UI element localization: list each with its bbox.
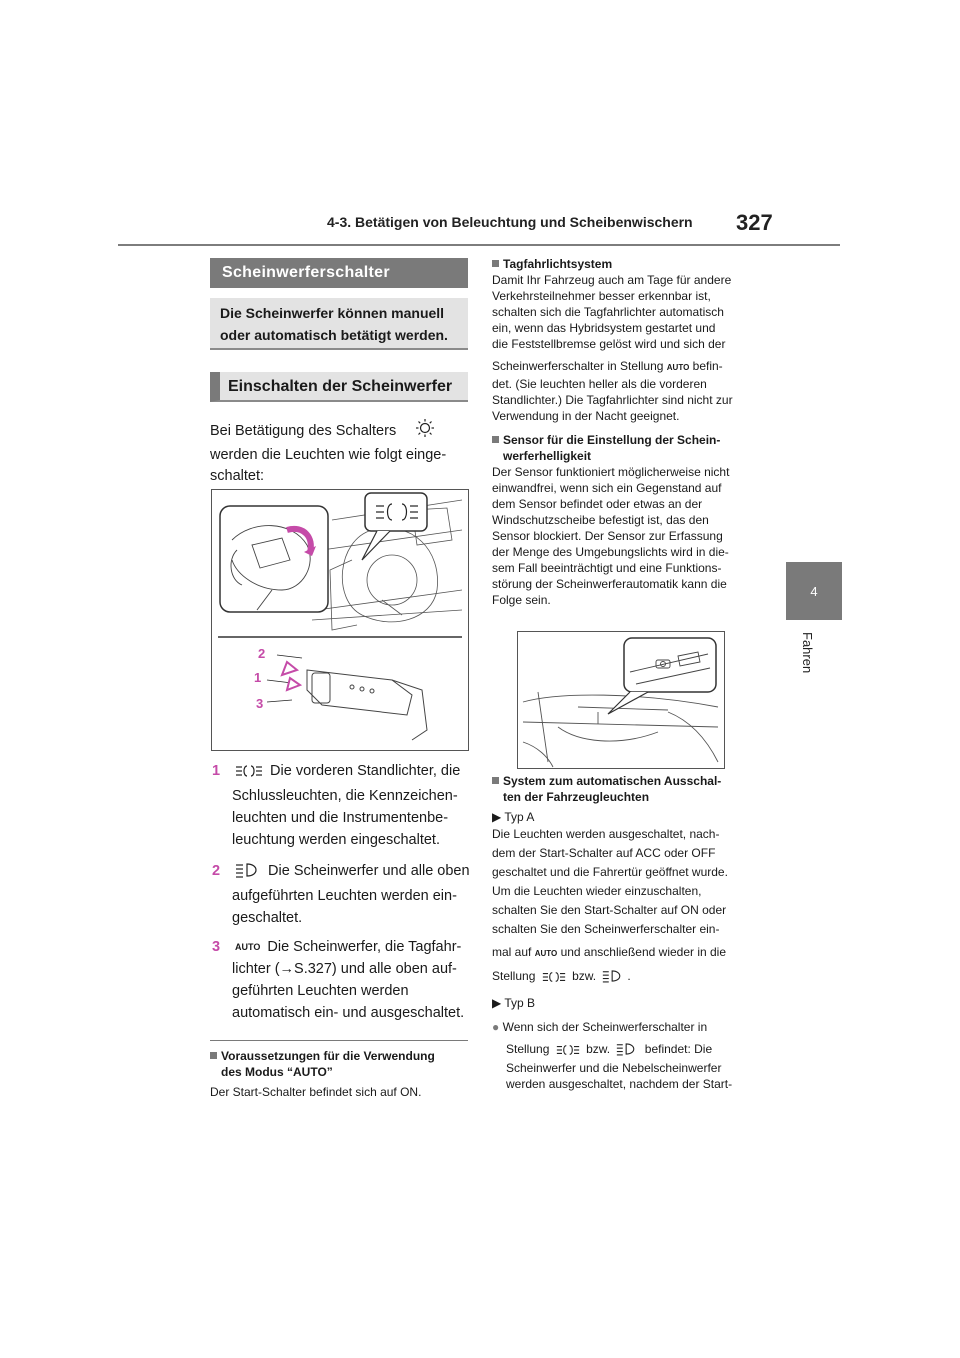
p1-line2: det. (Sie leuchten heller als die vorderen: [492, 377, 707, 391]
p1-line: ein, wenn das Hybridsystem gestartet und: [492, 321, 716, 335]
item-number: 2: [212, 863, 221, 879]
type-b-label: Typ B: [504, 996, 536, 1010]
a-line: schalten Sie den Start-Schalter auf ON oder: [492, 903, 727, 917]
a-line: Die Leuchten werden ausgeschaltet, nach-: [492, 827, 720, 841]
a-auto-post: und anschließend wieder in die: [560, 945, 727, 959]
lead-box: [210, 298, 468, 350]
p1-line: die Feststellbremse gelöst wird und sich der: [492, 337, 726, 351]
p2-title-line-2: werferhelligkeit: [503, 449, 592, 463]
headlight-icon: [616, 1042, 638, 1060]
sensor-figure: [517, 631, 725, 769]
intro-line-3: schaltet:: [210, 468, 264, 484]
intro-paragraph: [210, 418, 470, 487]
triangle-bullet-icon: ▶: [492, 810, 502, 824]
p1-line: schalten sich die Tagfahrlichter automatisch: [492, 305, 724, 319]
intro-line-2: werden die Leuchten wie folgt einge-: [210, 447, 447, 463]
p2-line: der Menge des Umgebungslichts wird in die-: [492, 545, 729, 559]
p1-line2: Standlichter.) Die Tagfahrlichter sind nicht zur: [492, 393, 733, 407]
item-number: 1: [212, 763, 221, 779]
item-line: Schlussleuchten, die Kennzeichen-: [232, 788, 458, 804]
chapter-label: Fahren: [800, 632, 815, 674]
headlight-switch-figure: [211, 489, 469, 751]
parking-light-icon: [556, 1044, 580, 1060]
sensor-illustration: [518, 632, 724, 768]
parking-light-icon: [235, 763, 263, 785]
a-stell-pre: Stellung: [492, 969, 536, 983]
item-line: automatisch ein- und ausgeschaltet.: [232, 1005, 465, 1021]
section-title: 4-3. Betätigen von Beleuchtung und Scheibenwischern: [327, 214, 693, 230]
p2-line: störung der Scheinwerferautomatik kann die: [492, 577, 727, 591]
item-line: Die Scheinwerfer, die Tagfahr-: [267, 939, 462, 955]
a-stell-mid: bzw.: [572, 969, 597, 983]
p1-line: Verkehrsteilnehmer besser erkennbar ist,: [492, 289, 711, 303]
auto-icon: AUTO: [666, 363, 690, 372]
p1-auto-post: befin-: [692, 359, 723, 373]
b-line: Scheinwerfer und die Nebelscheinwerfer: [506, 1061, 722, 1075]
bullet-square-icon: [210, 1052, 217, 1059]
item-line: Die vorderen Standlichter, die: [270, 763, 461, 779]
p2-line: sem Fall beeinträchtigt und eine Funktions-: [492, 561, 722, 575]
note-auto-mode: [210, 1048, 472, 1100]
a-line: geschaltet und die Fahrertür geöffnet wurde.: [492, 865, 728, 879]
item-line: geschaltet.: [232, 910, 303, 926]
p2-line: Folge sein.: [492, 593, 551, 607]
auto-off-section: [492, 773, 754, 1092]
light-switch-icon: [414, 418, 436, 445]
chapter-tab: 4: [786, 562, 842, 620]
item-line: geführten Leuchten werden: [232, 983, 409, 999]
figure-label-2: 2: [258, 646, 266, 661]
b-stell-mid: bzw.: [586, 1042, 611, 1056]
item-line: leuchten und die Instrumentenbe-: [232, 810, 449, 826]
p2-line: Sensor blockiert. Der Sensor zur Erfassung: [492, 529, 723, 543]
item-line: Die Scheinwerfer und alle oben: [268, 863, 470, 879]
b-stell-post: befindet: Die: [644, 1042, 713, 1056]
p3-title-line-2: ten der Fahrzeugleuchten: [503, 790, 650, 804]
item-line: aufgeführten Leuchten werden ein-: [232, 888, 457, 904]
p3-title-line-1: System zum automatischen Ausschal-: [503, 774, 722, 788]
b-line: werden ausgeschaltet, nachdem der Start-: [506, 1077, 733, 1091]
type-a-label: Typ A: [504, 810, 535, 824]
b-pre: Wenn sich der Scheinwerferschalter in: [502, 1020, 708, 1034]
heading-einschalten: Einschalten der Scheinwerfer: [210, 372, 468, 402]
bullet-square-icon: [492, 436, 499, 443]
auto-icon: AUTO: [534, 949, 558, 958]
list-item-3: [212, 936, 470, 1024]
intro-line-1: Bei Betätigung des Schalters: [210, 423, 397, 439]
bullet-square-icon: [492, 260, 499, 267]
bullet-square-icon: [492, 777, 499, 784]
p1-line2: Verwendung in der Nacht geeignet.: [492, 409, 680, 423]
note-title-line-2: des Modus “AUTO”: [221, 1065, 333, 1079]
round-bullet-icon: ●: [492, 1020, 500, 1034]
a-auto-pre: mal auf: [492, 945, 532, 959]
a-stell-post: .: [627, 969, 631, 983]
a-line: Um die Leuchten wieder einzuschalten,: [492, 884, 702, 898]
p2-line: einwandfrei, wenn sich ein Gegenstand auf: [492, 481, 722, 495]
p1-line: Damit Ihr Fahrzeug auch am Tage für andere: [492, 273, 732, 287]
a-line: dem der Start-Schalter auf ACC oder OFF: [492, 846, 716, 860]
figure-label-3: 3: [256, 696, 264, 711]
tagfahrlicht-section: [492, 256, 754, 608]
heading-scheinwerferschalter: Scheinwerferschalter: [210, 258, 468, 288]
a-line: schalten Sie den Scheinwerferschalter ein-: [492, 922, 720, 936]
parking-light-icon: [542, 971, 566, 987]
figure-label-1: 1: [254, 670, 262, 685]
lead-line-2: oder automatisch betätigt werden.: [220, 327, 448, 343]
item-line: leuchtung werden eingeschaltet.: [232, 832, 440, 848]
figure-illustration: [212, 490, 468, 750]
headlight-icon: [602, 969, 624, 987]
note-divider: [210, 1040, 468, 1041]
auto-icon: AUTO: [235, 942, 261, 952]
headlight-icon: [235, 862, 261, 885]
note-title-line-1: Voraussetzungen für die Verwendung: [221, 1049, 435, 1063]
p2-line: Windschutzscheibe befestigt ist, das den: [492, 513, 709, 527]
p2-line: Der Sensor funktioniert möglicherweise nicht: [492, 465, 730, 479]
list-item-2: [212, 860, 470, 929]
p2-line: dem Sensor befindet oder etwas an der: [492, 497, 703, 511]
lead-line-1: Die Scheinwerfer können manuell: [220, 305, 445, 321]
item-number: 3: [212, 939, 221, 955]
p1-title: Tagfahrlichtsystem: [503, 257, 613, 271]
page-number: 327: [736, 210, 773, 235]
header-rule: [118, 244, 840, 246]
triangle-bullet-icon: ▶: [492, 996, 502, 1010]
item-line: lichter (→S.327) und alle oben auf-: [232, 961, 457, 977]
note-text: Der Start-Schalter befindet sich auf ON.: [210, 1085, 422, 1099]
list-item-1: [212, 760, 470, 851]
p1-auto-pre: Scheinwerferschalter in Stellung: [492, 359, 664, 373]
p2-title-line-1: Sensor für die Einstellung der Schein-: [503, 433, 721, 447]
b-stell-pre: Stellung: [506, 1042, 550, 1056]
